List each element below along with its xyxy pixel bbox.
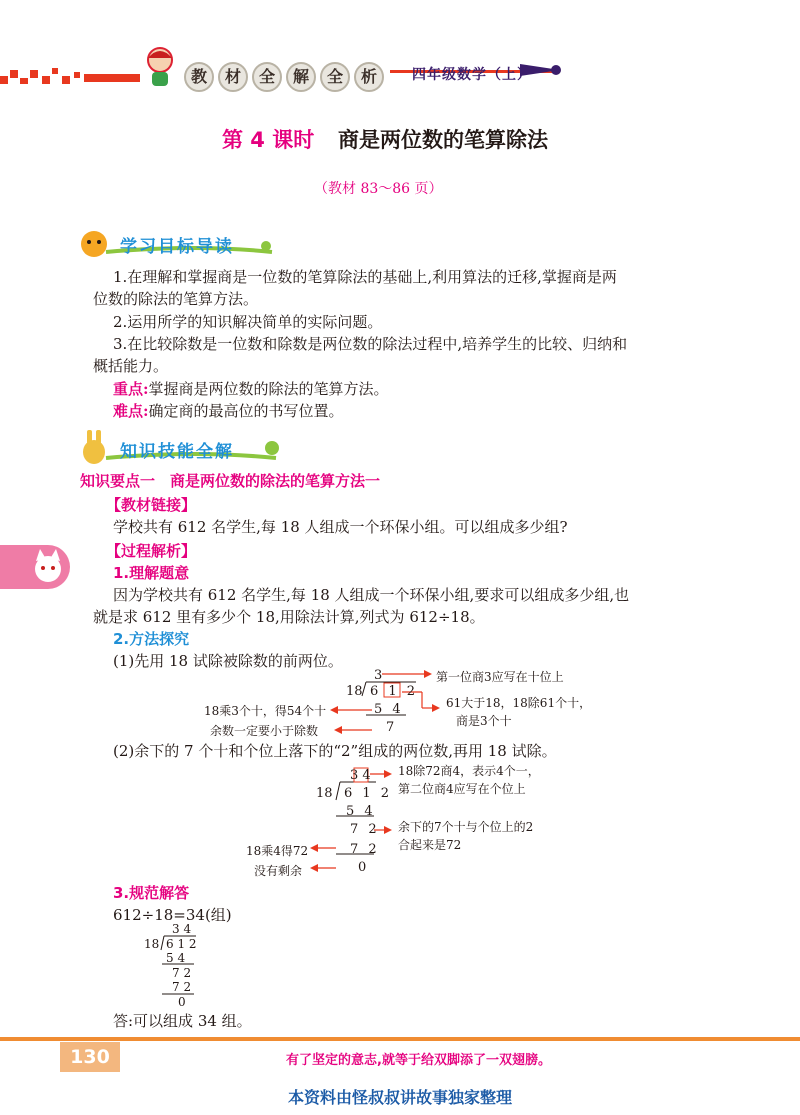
d2-note-top1: 18除72商4，表示4个一， — [398, 764, 540, 778]
girl-icon — [140, 44, 180, 88]
fox-icon — [81, 231, 107, 257]
d3-remainder-1: 7 2 — [172, 966, 192, 980]
footer-line — [0, 1037, 800, 1041]
credit-line: 本资料由怪叔叔讲故事独家整理 — [287, 1088, 512, 1107]
d2-dividend: 6 1 2 — [344, 786, 393, 801]
d2-note-p2: 18乘4得72 — [246, 844, 309, 858]
d2-remainder-2: 0 — [358, 860, 370, 875]
book-char: 材 — [218, 62, 248, 92]
step3-equation: 612÷18=34(组) — [113, 906, 232, 924]
d1-remainder: 7 — [386, 720, 398, 735]
d2-product-2: 7 2 — [350, 842, 380, 857]
key-point — [113, 378, 389, 400]
d1-quotient: 3 — [374, 668, 386, 683]
division-diagram-2 — [236, 760, 556, 878]
d1-dividend: 6 1 2 — [370, 684, 419, 699]
problem-text: 学校共有 612 名学生,每 18 人组成一个环保小组。可以组成多少组? — [113, 518, 568, 536]
d1-note-left: 18乘3个十，得54个十 — [204, 704, 327, 718]
step1-line2: 就是求 612 里有多少个 18,用除法计算,列式为 612÷18。 — [93, 608, 485, 626]
d1-note-top: 第一位商3应写在十位上 — [436, 670, 564, 684]
book-char: 全 — [252, 62, 282, 92]
book-char: 全 — [320, 62, 350, 92]
d1-divisor: 18 — [346, 684, 363, 699]
difficult-point — [113, 400, 344, 422]
header-decoration — [0, 56, 800, 84]
d3-remainder-2: 0 — [178, 995, 186, 1009]
d2-quotient: 3 4 — [350, 768, 371, 783]
rabbit-icon — [83, 430, 105, 464]
division-diagram-3 — [140, 922, 220, 1010]
goal-3a: 3.在比较除数是一位数和除数是两位数的除法过程中,培养学生的比较、归纳和 — [113, 335, 628, 353]
d3-quotient: 3 4 — [172, 922, 192, 936]
d3-dividend: 6 1 2 — [166, 937, 197, 951]
process-label: 【过程解析】 — [106, 542, 197, 560]
division-diagram-1 — [196, 664, 616, 744]
key-label: 重点: — [113, 380, 149, 398]
d2-product-1: 5 4 — [346, 804, 376, 819]
difficulty-label: 难点: — [113, 402, 149, 420]
step2-title: 2.方法探究 — [113, 630, 190, 648]
d3-product-1: 5 4 — [166, 951, 186, 965]
goal-2: 2.运用所学的知识解决简单的实际问题。 — [113, 313, 383, 331]
step1-line1: 因为学校共有 612 名学生,每 18 人组成一个环保小组,要求可以组成多少组,也 — [113, 586, 630, 604]
step1-title: 1.理解题意 — [113, 564, 190, 582]
book-char: 解 — [286, 62, 316, 92]
skills-banner-label: 知识技能全解 — [120, 442, 234, 462]
grade-label: 四年级数学（上） — [412, 67, 532, 83]
key-text: 掌握商是两位数的除法的笔算方法。 — [148, 380, 389, 398]
book-char: 析 — [354, 62, 384, 92]
d1-note-bottom: 余数一定要小于除数 — [210, 724, 319, 738]
goal-1a: 1.在理解和掌握商是一位数的笔算除法的基础上,利用算法的迁移,掌握商是两 — [113, 268, 617, 286]
d2-note-mid1: 余下的7个十与个位上的2 — [398, 820, 534, 834]
mascot-logo — [140, 44, 180, 88]
d2-note-top2: 第二位商4应写在个位上 — [398, 782, 526, 796]
side-tab — [0, 545, 70, 589]
step2-sub2: (2)余下的 7 个十和个位上落下的“2”组成的两位数,再用 18 试除。 — [113, 742, 557, 760]
knowledge-point-title: 知识要点一 商是两位数的除法的笔算方法一 — [80, 472, 381, 490]
d1-note-right1: 61大于18，18除61个十， — [446, 696, 592, 710]
d1-product: 5 4 — [374, 702, 404, 717]
goal-3b: 概括能力。 — [93, 357, 169, 375]
goals-banner-label: 学习目标导读 — [120, 237, 234, 257]
page-number: 130 — [60, 1042, 120, 1072]
d3-product-2: 7 2 — [172, 980, 192, 994]
lesson-number: 第 4 课时 — [222, 128, 315, 152]
d3-divisor: 18 — [144, 937, 160, 951]
step2-sub1: (1)先用 18 试除被除数的前两位。 — [113, 652, 343, 670]
book-char: 教 — [184, 62, 214, 92]
d2-remainder-1: 7 2 — [350, 822, 380, 837]
d1-note-right2: 商是3个十 — [456, 714, 512, 728]
textbook-link-label: 【教材链接】 — [106, 496, 197, 514]
lesson-title: 商是两位数的笔算除法 — [338, 128, 548, 152]
cat-icon — [28, 547, 68, 587]
step3-title: 3.规范解答 — [113, 884, 190, 902]
d2-note-mid2: 合起来是72 — [398, 838, 462, 852]
goal-1b: 位数的除法的笔算方法。 — [93, 290, 259, 308]
answer: 答:可以组成 34 组。 — [113, 1012, 252, 1030]
difficulty-text: 确定商的最高位的书写位置。 — [148, 402, 344, 420]
textbook-pages: （教材 83～86 页） — [314, 181, 443, 197]
d2-divisor: 18 — [316, 786, 333, 801]
d2-note-r2: 没有剩余 — [254, 864, 303, 878]
footer-motto: 有了坚定的意志,就等于给双脚添了一双翅膀。 — [286, 1053, 551, 1068]
